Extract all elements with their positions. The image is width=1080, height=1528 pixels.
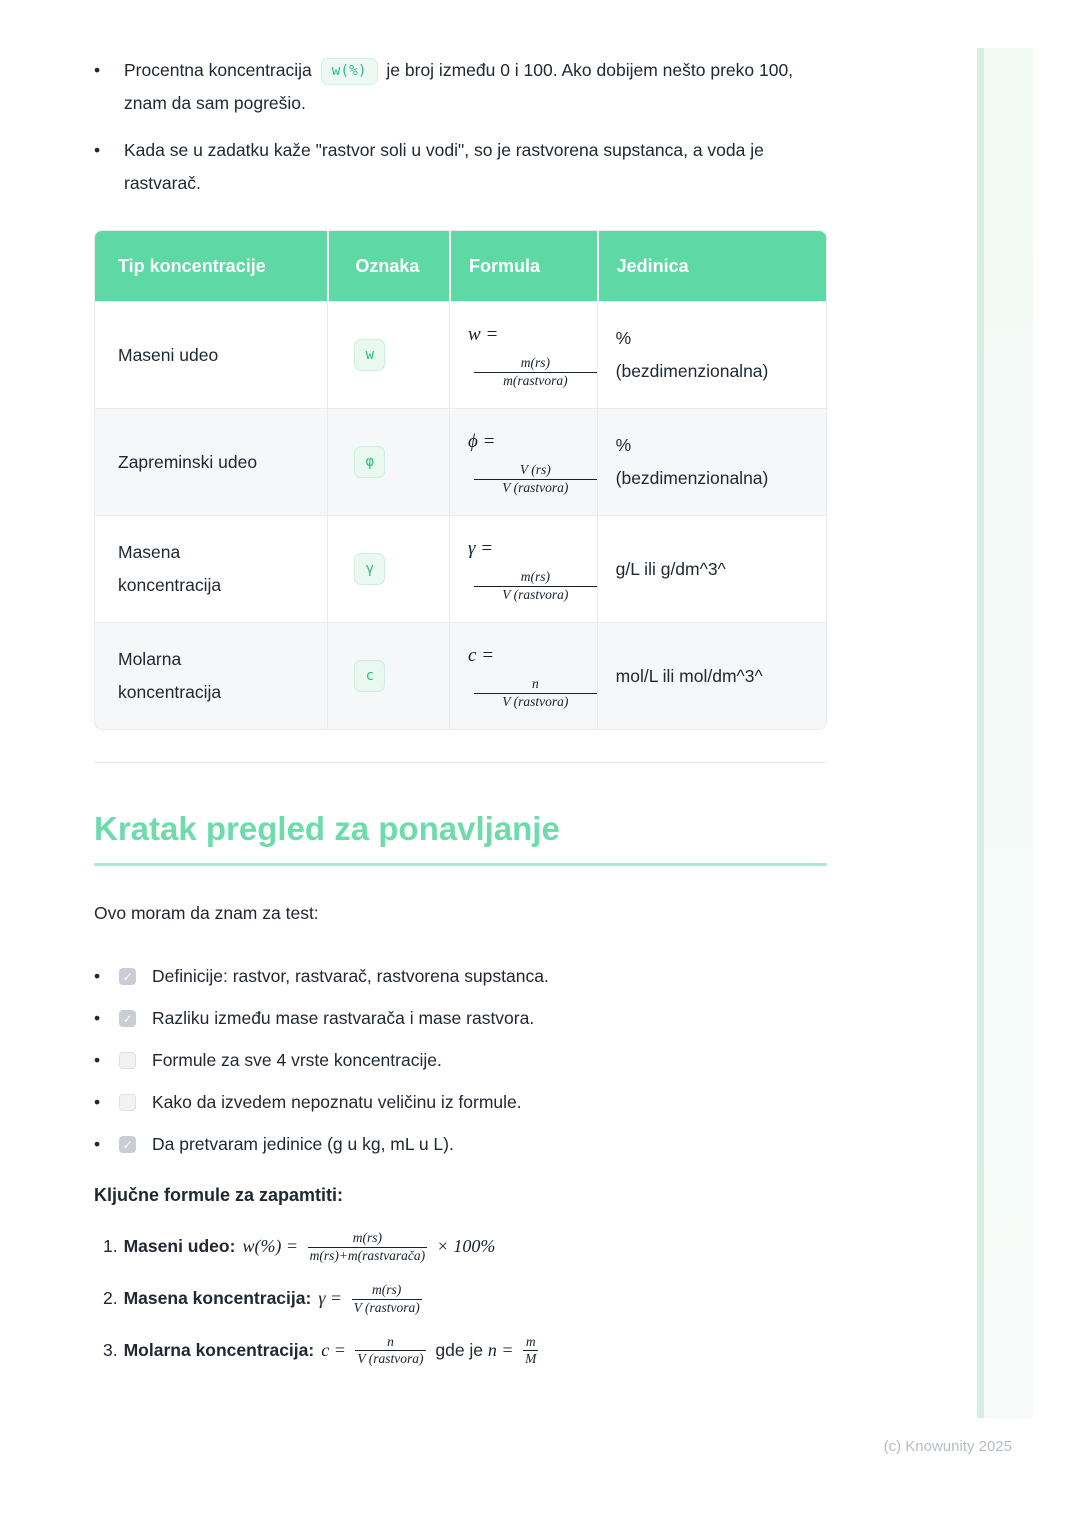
formula-segment: gde je — [430, 1339, 488, 1360]
fraction-numerator: m — [525, 1333, 536, 1349]
cell-jedinica — [597, 302, 826, 408]
oznaka-chip: c — [354, 660, 385, 692]
section-divider — [94, 762, 827, 763]
cell-jedinica — [597, 409, 826, 515]
table-header-cell: Tip koncentracije — [118, 255, 266, 276]
fraction — [352, 1282, 422, 1317]
fraction — [474, 569, 597, 604]
checklist-label: Kako da izvedem nepoznatu veličinu iz formule. — [152, 1092, 522, 1112]
cell-jedinica — [597, 516, 826, 622]
cell-formula — [449, 516, 597, 622]
fraction — [474, 355, 597, 390]
fraction-numerator: m(rs) — [520, 568, 550, 584]
section-intro: Ovo moram da znam za test: — [94, 903, 319, 923]
oznaka-chip: γ — [354, 553, 385, 585]
key-formula-line — [103, 1334, 827, 1369]
copyright-notice: (c) Knowunity 2025 — [883, 1438, 1012, 1455]
fraction-denominator: m(rs)+m(rastvarača) — [309, 1247, 426, 1263]
cell-formula — [449, 623, 597, 729]
title-underline — [94, 863, 827, 866]
decorative-side-strip — [977, 48, 1033, 1418]
table-header-cell: Oznaka — [327, 231, 449, 301]
formula-segment: n = — [487, 1339, 519, 1360]
fraction-numerator: m(rs) — [352, 1230, 382, 1245]
bullet-icon: • — [94, 60, 101, 80]
fraction — [474, 676, 597, 711]
fraction-numerator: n — [387, 1333, 394, 1349]
cell-tip-koncentracije — [95, 623, 327, 729]
fraction — [474, 462, 597, 497]
checklist-item — [94, 966, 827, 987]
checklist — [94, 966, 827, 1155]
table-row — [95, 301, 826, 408]
cell-line: mol/L ili mol/dm^3^ — [615, 665, 763, 686]
table-header-row — [95, 231, 826, 301]
intro-bullet-list — [94, 54, 827, 200]
fraction-denominator: V (rastvora) — [474, 479, 597, 497]
key-formula-line — [103, 1230, 827, 1265]
cell-formula — [449, 409, 597, 515]
fraction-denominator: V (rastvora) — [474, 693, 597, 711]
cell-oznaka — [327, 623, 449, 729]
cell-oznaka — [327, 302, 449, 408]
fraction-denominator: m(rastvora) — [474, 372, 597, 390]
cell-jedinica — [597, 623, 826, 729]
formula-lead: ϕ = — [468, 430, 496, 452]
formula-segment: γ = — [318, 1287, 347, 1308]
bullet-icon: • — [94, 966, 101, 986]
fraction-denominator: V (rastvora) — [353, 1299, 420, 1315]
fraction — [355, 1334, 425, 1369]
cell-line: Molarna — [118, 649, 182, 669]
cell-line: koncentracija — [118, 682, 222, 702]
formula-segment: w(%) = — [242, 1236, 303, 1256]
intro-bullet-text: Kada se u zadatku kaže "rastvor soli u vodi", so je rastvorena supstanca, a voda je rastvarač. — [124, 140, 764, 193]
intro-bullet-item — [94, 134, 827, 200]
cell-formula — [449, 302, 597, 408]
oznaka-chip: φ — [354, 446, 385, 478]
cell-line: g/L ili g/dm^3^ — [615, 558, 726, 579]
checklist-item — [94, 1134, 827, 1155]
checkbox-unchecked-icon[interactable] — [119, 1094, 136, 1111]
fraction-numerator: m(rs) — [372, 1281, 402, 1297]
oznaka-chip: w — [354, 339, 385, 371]
formula-segment: c = — [321, 1339, 351, 1360]
key-formulas-list — [103, 1230, 827, 1368]
cell-line: Maseni udeo — [118, 344, 219, 365]
formula-label: Masena koncentracija: — [123, 1287, 312, 1308]
formula-lead: c = — [468, 644, 495, 666]
checklist-item — [94, 1092, 827, 1113]
formula-label: Maseni udeo: — [123, 1236, 236, 1256]
fraction-numerator: V (rs) — [519, 461, 551, 477]
cell-line: Zapreminski udeo — [118, 451, 258, 472]
cell-tip-koncentracije — [95, 409, 327, 515]
fraction-denominator: V (rastvora) — [474, 586, 597, 604]
bullet-icon: • — [94, 1050, 101, 1070]
key-formula-line — [103, 1282, 827, 1317]
checklist-label: Formule za sve 4 vrste koncentracije. — [152, 1050, 442, 1070]
formula-lead: γ = — [468, 537, 494, 559]
checklist-item — [94, 1050, 827, 1071]
formula-lead: w = — [468, 323, 499, 345]
inline-code-chip: w(%) — [321, 58, 378, 85]
fraction-numerator: n — [531, 675, 539, 691]
fraction — [523, 1334, 538, 1369]
cell-line: (bezdimenzionalna) — [615, 361, 769, 381]
intro-bullet-item — [94, 54, 827, 120]
bullet-icon: • — [94, 1134, 101, 1154]
formula-number: 2. — [103, 1287, 118, 1308]
fraction-denominator: V (rastvora) — [357, 1351, 424, 1367]
checkbox-checked-icon[interactable]: ✓ — [119, 968, 136, 985]
formula-label: Molarna koncentracija: — [123, 1339, 315, 1360]
table-row — [95, 408, 826, 515]
bullet-icon: • — [94, 1092, 101, 1112]
concentration-table — [94, 230, 827, 730]
checklist-label: Da pretvaram jedinice (g u kg, mL u L). — [152, 1134, 454, 1154]
key-formulas-heading: Ključne formule za zapamtiti: — [94, 1185, 344, 1205]
cell-line: koncentracija — [118, 575, 222, 595]
cell-tip-koncentracije — [95, 302, 327, 408]
section-title: Kratak pregled za ponavljanje — [94, 810, 560, 847]
checklist-label: Definicije: rastvor, rastvarač, rastvorena supstanca. — [152, 966, 549, 986]
fraction-numerator: m(rs) — [520, 354, 550, 370]
cell-line: (bezdimenzionalna) — [615, 468, 769, 488]
formula-segment: × 100% — [432, 1236, 496, 1256]
table-header-cell: Formula — [449, 231, 597, 301]
formula-number: 1. — [103, 1236, 118, 1256]
notes-page-content — [94, 0, 827, 1385]
cell-oznaka — [327, 409, 449, 515]
checklist-item — [94, 1008, 827, 1029]
cell-tip-koncentracije — [95, 516, 327, 622]
table-row — [95, 515, 826, 622]
cell-line: Masena — [118, 542, 181, 562]
fraction — [308, 1230, 428, 1265]
fraction-denominator: M — [525, 1351, 537, 1367]
checkbox-checked-icon[interactable]: ✓ — [119, 1136, 136, 1153]
cell-line: % — [615, 328, 632, 348]
checkbox-checked-icon[interactable]: ✓ — [119, 1010, 136, 1027]
bullet-icon: • — [94, 1008, 101, 1028]
table-header-cell: Jedinica — [597, 231, 826, 301]
checkbox-unchecked-icon[interactable] — [119, 1052, 136, 1069]
checklist-label: Razliku između mase rastvarača i mase rastvora. — [152, 1008, 535, 1028]
cell-line: % — [615, 435, 632, 455]
cell-oznaka — [327, 516, 449, 622]
table-row — [95, 622, 826, 729]
intro-bullet-text: Procentna koncentracija w(%) je broj između 0 i 100. Ako dobijem nešto preko 100, znam da sam pogrešio. — [124, 60, 794, 113]
formula-number: 3. — [103, 1339, 118, 1360]
bullet-icon: • — [94, 140, 101, 160]
